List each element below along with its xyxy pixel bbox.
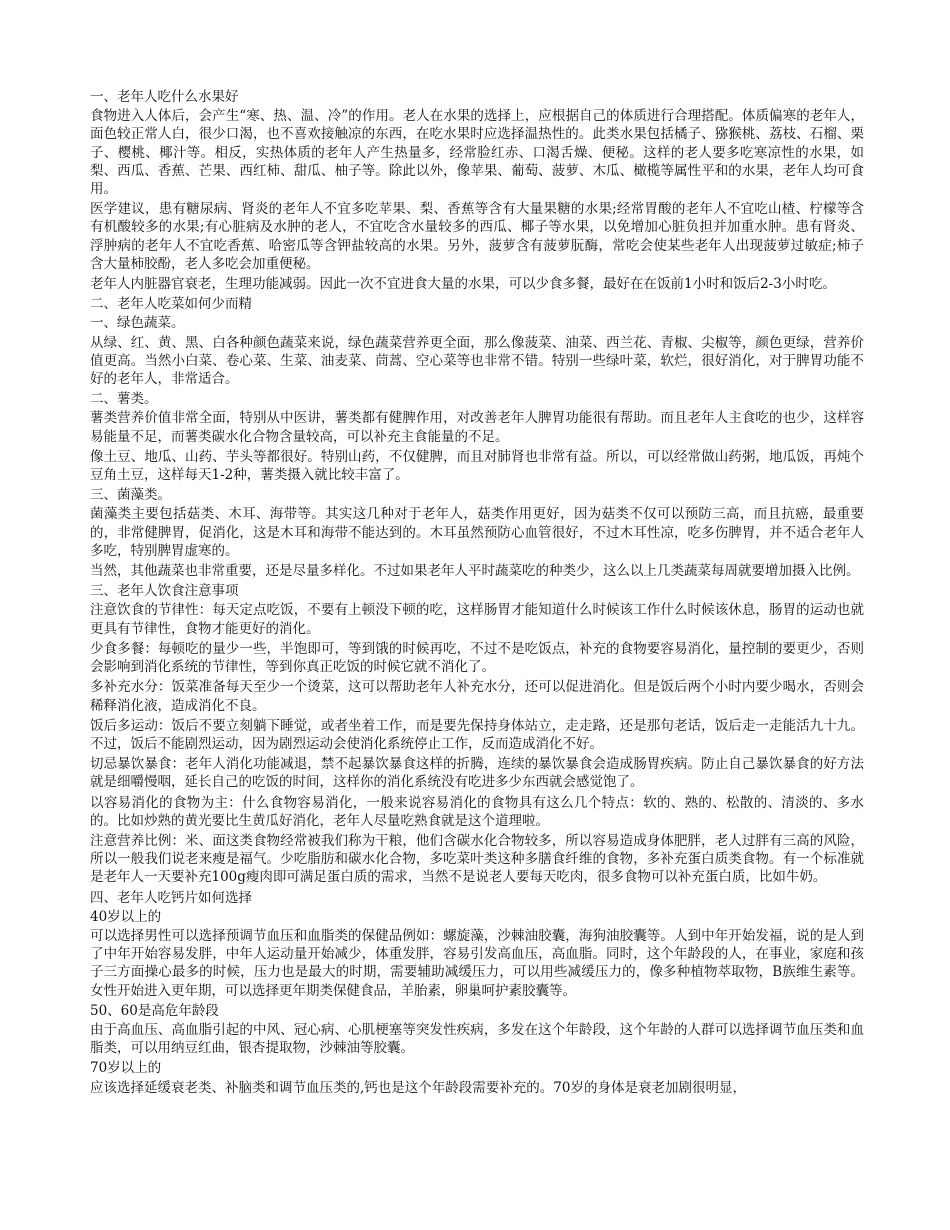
body-paragraph: 薯类营养价值非常全面，特别从中医讲，薯类都有健脾作用，对改善老年人脾胃功能很有帮助。而且老年人主食吃的也少，这样容易能量不足，而薯类碳水化合物含量较高，可以补充主食能量的不足。: [90, 410, 864, 445]
body-paragraph: 食物进入人体后，会产生“寒、热、温、冷”的作用。老人在水果的选择上，应根据自己的体质进行合理搭配。体质偏寒的老年人，面色较正常人白，很少口渴，也不喜欢接触凉的东西，在吃水果时应选择温热性的。此类水果包括橘子、猕猴桃、荔枝、石榴、栗子、樱桃、椰汁等。相反，实热体质的老年人产生热量多，经常脸红赤、口渴舌燥、便秘。这样的老人要多吃寒凉性的水果，如梨、西瓜、香蕉、芒果、西红柿、甜瓜、柚子等。除此以外，像苹果、葡萄、菠萝、木瓜、橄榄等属性平和的水果，老年人均可食用。: [90, 108, 864, 198]
section-heading: 三、老年人饮食注意事项: [90, 583, 239, 600]
section-heading: 二、老年人吃菜如何少而精: [90, 296, 252, 313]
body-paragraph: 多补充水分：饭菜准备每天至少一个烫菜，这可以帮助老年人补充水分，还可以促进消化。但是饭后两个小时内要少喝水，否则会稀释消化液，造成消化不良。: [90, 679, 864, 714]
body-paragraph: 像土豆、地瓜、山药、芋头等都很好。特别山药，不仅健脾，而且对肺肾也非常有益。所以，可以经常做山药粥，地瓜饭，再炖个豆角土豆，这样每天1-2种，薯类摄入就比较丰富了。: [90, 448, 864, 484]
subsection-heading: 三、菌藻类。: [90, 487, 171, 504]
subsection-heading: 70岁以上的: [90, 1060, 162, 1077]
body-paragraph: 少食多餐：每顿吃的量少一些，半饱即可，等到饿的时候再吃，不过不是吃饭点，补充的食物要容易消化，量控制的要更少，否则会影响到消化系统的节律性，等到你真正吃饭的时候它就不消化了。: [90, 640, 864, 676]
section-heading: 一、老年人吃什么水果好: [90, 89, 239, 105]
body-paragraph: 切忌暴饮暴食：老年人消化功能减退，禁不起暴饮暴食这样的折腾，连续的暴饮暴食会造成肠胃疾病。防止自己暴饮暴食的好方法就是细嚼慢咽，延长自己的吃饭的时间，这样你的消化系统没有吃进多少东西就会感觉饱了。: [90, 756, 864, 791]
body-paragraph: 饭后多运动：饭后不要立刻躺下睡觉，或者坐着工作，而是要先保持身体站立，走走路，还是那句老话，饭后走一走能活九十九。不过，饭后不能剧烈运动，因为剧烈运动会使消化系统停止工作，反而造成消化不好。: [90, 717, 864, 752]
subsection-heading: 二、薯类。: [90, 391, 158, 408]
document-body: [90, 88, 864, 1097]
body-paragraph: 老年人内脏器官衰老，生理功能减弱。因此一次不宜进食大量的水果，可以少食多餐，最好在在饭前1小时和饭后2-3小时吃。: [90, 276, 836, 293]
body-paragraph: 由于高血压、高血脂引起的中风、冠心病、心肌梗塞等突发性疾病，多发在这个年龄段，这个年龄的人群可以选择调节血压类和血脂类，可以用纳豆红曲，银杏提取物，沙棘油等胶囊。: [90, 1021, 864, 1057]
subsection-heading: 40岁以上的: [90, 908, 162, 925]
body-paragraph: 当然，其他蔬菜也非常重要，还是尽量多样化。不过如果老年人平时蔬菜吃的种类少，这么以上几类蔬菜每周就要增加摄入比例。: [90, 563, 860, 580]
body-paragraph: 注意饮食的节律性：每天定点吃饭，不要有上顿没下顿的吃，这样肠胃才能知道什么时候该工作什么时候该休息，肠胃的运动也就更具有节律性，食物才能更好的消化。: [90, 602, 864, 637]
body-paragraph: 应该选择延缓衰老类、补脑类和调节血压类的,钙也是这个年龄段需要补充的。70岁的身体是衰老加剧很明显，: [90, 1079, 746, 1096]
body-paragraph: 从绿、红、黄、黑、白各种颜色蔬菜来说，绿色蔬菜营养更全面，那么像菠菜、油菜、西兰花、青椒、尖椒等，颜色更绿，营养价值更高。当然小白菜、卷心菜、生菜、油麦菜、茼蒿、空心菜等也非常不错。特别一些绿叶菜，软烂，很好消化，对于脾胃功能不好的老年人，非常适合。: [90, 334, 864, 388]
body-paragraph: 可以选择男性可以选择预调节血压和血脂类的保健品例如：螺旋藻，沙棘油胶囊，海狗油胶囊等。人到中年开始发福，说的是人到了中年开始容易发胖，中年人运动量开始减少，体重发胖，容易引发高血压，高血脂。同时，这个年龄段的人，在事业，家庭和孩子三方面操心最多的时候，压力也是最大的时期，需要辅助减缓压力，可以用些减缓压力的，像多种植物萃取物，B族维生素等。女性开始进入更年期，可以选择更年期类保健食品，羊胎素，卵巢呵护素胶囊等。: [90, 927, 864, 999]
body-paragraph: 注意营养比例：米、面这类食物经常被我们称为干粮，他们含碳水化合物较多，所以容易造成身体肥胖，老人过胖有三高的风险，所以一般我们说老来瘦是福气。少吃脂肪和碳水化合物，多吃菜叶类这种多膳食纤维的食物，多补充蛋白质类食物。有一个标准就是老年人一天要补充100g瘦肉即可满足蛋白质的需求，当然不是说老人要每天吃肉，很多食物可以补充蛋白质，比如牛奶。: [90, 832, 864, 886]
subsection-heading: 一、绿色蔬菜。: [90, 315, 185, 332]
body-paragraph: 菌藻类主要包括菇类、木耳、海带等。其实这几种对于老年人，菇类作用更好，因为菇类不仅可以预防三高，而且抗癌，最重要的，非常健脾胃，促消化，这是木耳和海带不能达到的。木耳虽然预防心血管很好，不过木耳性凉，吃多伤脾胃，并不适合老年人多吃，特别脾胃虚寒的。: [90, 506, 864, 559]
subsection-heading: 50、60是高危年龄段: [90, 1002, 219, 1019]
section-heading: 四、老年人吃钙片如何选择: [90, 889, 252, 906]
body-paragraph: 医学建议，患有糖尿病、肾炎的老年人不宜多吃苹果、梨、香蕉等含有大量果糖的水果;经常胃酸的老年人不宜吃山楂、柠檬等含有机酸较多的水果;有心脏病及水肿的老人，不宜吃含水量较多的西瓜、椰子等水果，以免增加心脏负担并加重水肿。患有肾炎、浮肿病的老年人不宜吃香蕉、哈密瓜等含钾盐较高的水果。另外，菠萝含有菠萝朊酶，常吃会使某些老年人出现菠萝过敏症;柿子含大量柿胶酚，老人多吃会加重便秘。: [90, 201, 864, 272]
body-paragraph: 以容易消化的食物为主：什么食物容易消化，一般来说容易消化的食物具有这么几个特点：软的、熟的、松散的、清淡的、多水的。比如炒熟的黄光要比生黄瓜好消化，老年人尽量吃熟食就是这个道理啦。: [90, 794, 864, 829]
